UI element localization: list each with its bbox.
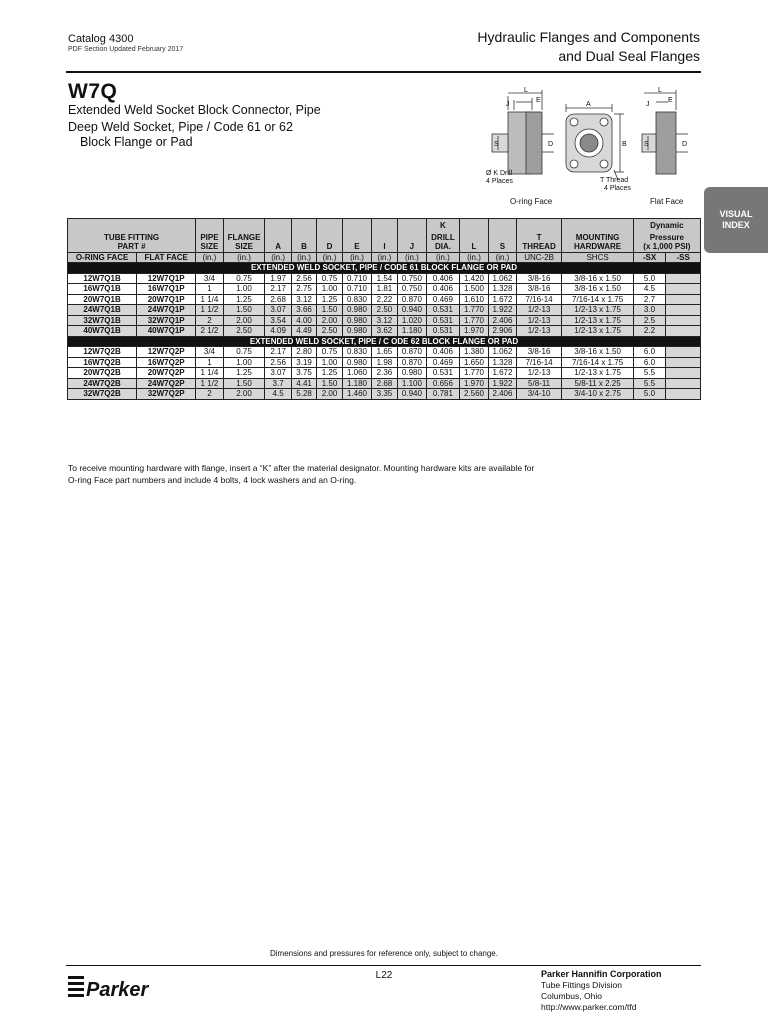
cell-e: 0.830	[342, 294, 372, 305]
cell-e: 0.830	[342, 347, 372, 358]
product-description-line3: Block Flange or Pad	[80, 135, 193, 149]
cell-l: 1.610	[459, 294, 489, 305]
cell-pipe: 3/4	[196, 347, 223, 358]
cell-t: 3/8-16	[516, 347, 562, 358]
cell-d: 1.50	[317, 305, 342, 316]
update-note: PDF Section Updated February 2017	[68, 46, 184, 53]
cell-f: 20W7Q2P	[137, 368, 196, 379]
cell-flange: 1.50	[223, 305, 265, 316]
unit-in: (in.)	[397, 252, 427, 263]
unit-in: (in.)	[342, 252, 372, 263]
visual-index-tab[interactable]	[704, 187, 768, 253]
cell-t: 1/2-13	[516, 326, 562, 337]
cell-s: 2.406	[489, 389, 516, 400]
logo-text: Parker	[86, 979, 149, 1001]
cell-ss	[666, 284, 701, 295]
col-header-part: PART #	[68, 242, 196, 252]
cell-l: 2.560	[459, 389, 489, 400]
cell-b: 2.80	[291, 347, 316, 358]
cell-l: 1.770	[459, 315, 489, 326]
cell-i: 2.50	[372, 305, 397, 316]
cell-flange: 2.00	[223, 389, 265, 400]
col-header-pipe-size: SIZE	[196, 242, 223, 252]
dim-D-label-right: D	[682, 141, 688, 148]
cell-e: 1.060	[342, 368, 372, 379]
cell-sx: 2.7	[633, 294, 666, 305]
section-header: EXTENDED WELD SOCKET, PIPE / C ODE 62 BLOCK FLANGE OR PAD	[68, 336, 701, 347]
cell-a: 3.54	[265, 315, 291, 326]
cell-flange: 1.25	[223, 294, 265, 305]
cell-o: 32W7Q1B	[68, 315, 137, 326]
disclaimer: Dimensions and pressures for reference only, subject to change.	[270, 949, 498, 958]
cell-j: 0.870	[397, 294, 427, 305]
cell-flange: 1.00	[223, 284, 265, 295]
cell-a: 3.7	[265, 378, 291, 389]
cell-i: 3.12	[372, 315, 397, 326]
cell-ss	[666, 378, 701, 389]
cell-o: 16W7Q1B	[68, 284, 137, 295]
cell-pipe: 1 1/4	[196, 368, 223, 379]
cell-a: 2.68	[265, 294, 291, 305]
visual-index-line2: INDEX	[722, 220, 750, 230]
cell-l: 1.970	[459, 326, 489, 337]
cell-b: 4.49	[291, 326, 316, 337]
product-description-line2: Deep Weld Socket, Pipe / Code 61 or 62	[68, 120, 293, 134]
cell-l: 1.770	[459, 368, 489, 379]
cell-d: 0.75	[317, 273, 342, 284]
cell-j: 0.750	[397, 284, 427, 295]
cell-b: 3.19	[291, 357, 316, 368]
cell-a: 4.5	[265, 389, 291, 400]
cell-sx: 5.0	[633, 273, 666, 284]
cell-d: 1.25	[317, 368, 342, 379]
unit-shcs: SHCS	[562, 252, 633, 263]
cell-a: 3.07	[265, 305, 291, 316]
cell-a: 1.97	[265, 273, 291, 284]
cell-m: 7/16-14 x 1.75	[562, 357, 633, 368]
cell-j: 0.940	[397, 389, 427, 400]
cell-pipe: 2	[196, 389, 223, 400]
cell-o: 40W7Q1B	[68, 326, 137, 337]
cell-j: 1.180	[397, 326, 427, 337]
col-header-psi: (x 1,000 PSI)	[633, 242, 700, 252]
cell-b: 2.75	[291, 284, 316, 295]
cell-l: 1.970	[459, 378, 489, 389]
dim-S-label-right: S	[644, 141, 649, 148]
cell-t: 7/16-14	[516, 294, 562, 305]
cell-flange: 1.50	[223, 378, 265, 389]
col-header-flat-face: FLAT FACE	[137, 252, 196, 263]
cell-l: 1.500	[459, 284, 489, 295]
cell-d: 0.75	[317, 347, 342, 358]
dim-J-label: J	[506, 101, 510, 108]
col-header-mounting: MOUNTING	[562, 233, 633, 243]
cell-m: 1/2-13 x 1.75	[562, 368, 633, 379]
cell-ss	[666, 326, 701, 337]
hardware-note-line2: O-ring Face part numbers and include 4 bolts, 4 lock washers and an O-ring.	[68, 475, 357, 485]
cell-k: 0.781	[427, 389, 460, 400]
cell-pipe: 1 1/2	[196, 305, 223, 316]
dim-D-label: D	[548, 141, 554, 148]
col-header-i: I	[372, 242, 397, 252]
unit-in: (in.)	[317, 252, 342, 263]
cell-d: 1.00	[317, 357, 342, 368]
hardware-note-line1: To receive mounting hardware with flange, insert a “K” after the material designator. Mounting hardware kits are available for	[68, 463, 535, 473]
col-header-pressure: Pressure	[633, 233, 700, 243]
cell-d: 2.00	[317, 315, 342, 326]
division-name: Tube Fittings Division	[541, 980, 622, 990]
cell-e: 0.980	[342, 315, 372, 326]
cell-e: 0.710	[342, 284, 372, 295]
cell-ss	[666, 294, 701, 305]
cell-d: 2.50	[317, 326, 342, 337]
cell-m: 3/8-16 x 1.50	[562, 284, 633, 295]
cell-sx: 2.2	[633, 326, 666, 337]
cell-e: 0.710	[342, 273, 372, 284]
col-header-j: J	[397, 242, 427, 252]
cell-a: 4.09	[265, 326, 291, 337]
cell-f: 40W7Q1P	[137, 326, 196, 337]
cell-i: 2.68	[372, 378, 397, 389]
col-header-tube-fitting-title: TUBE FITTING	[68, 233, 196, 243]
col-header-thread: THREAD	[516, 242, 562, 252]
cell-s: 1.922	[489, 378, 516, 389]
cell-a: 2.56	[265, 357, 291, 368]
unit-in: (in.)	[427, 252, 460, 263]
table-row	[68, 378, 701, 389]
col-header-s: S	[489, 242, 516, 252]
cell-d: 1.25	[317, 294, 342, 305]
cell-sx: 5.0	[633, 389, 666, 400]
cell-o: 24W7Q2B	[68, 378, 137, 389]
cell-o: 24W7Q1B	[68, 305, 137, 316]
header-rule	[66, 71, 701, 73]
cell-o: 20W7Q2B	[68, 368, 137, 379]
table-row	[68, 315, 701, 326]
section-title-line1: Hydraulic Flanges and Components	[477, 29, 700, 45]
cell-o: 12W7Q1B	[68, 273, 137, 284]
parker-logo	[68, 971, 155, 1003]
cell-e: 1.180	[342, 378, 372, 389]
company-name: Parker Hannifin Corporation	[541, 969, 662, 979]
cell-pipe: 3/4	[196, 273, 223, 284]
cell-m: 1/2-13 x 1.75	[562, 315, 633, 326]
cell-f: 32W7Q2P	[137, 389, 196, 400]
cell-t: 3/8-16	[516, 284, 562, 295]
cell-ss	[666, 315, 701, 326]
unit-unc: UNC-2B	[516, 252, 562, 263]
cell-k: 0.406	[427, 284, 460, 295]
cell-sx: 6.0	[633, 347, 666, 358]
cell-b: 4.00	[291, 315, 316, 326]
dim-J-label-right: J	[646, 101, 650, 108]
cell-f: 12W7Q2P	[137, 347, 196, 358]
cell-t: 3/4-10	[516, 389, 562, 400]
cell-s: 1.328	[489, 284, 516, 295]
cell-k: 0.406	[427, 273, 460, 284]
unit-in: (in.)	[459, 252, 489, 263]
cell-s: 1.062	[489, 273, 516, 284]
dim-L-label: L	[524, 87, 528, 94]
table-row	[68, 347, 701, 358]
col-header-drill: DRILL	[427, 233, 460, 243]
cell-sx: 4.5	[633, 284, 666, 295]
col-header-pipe: PIPE	[196, 233, 223, 243]
cell-e: 0.980	[342, 326, 372, 337]
oring-face-label: O-ring Face	[510, 197, 553, 206]
cell-flange: 0.75	[223, 347, 265, 358]
cell-m: 3/8-16 x 1.50	[562, 273, 633, 284]
dim-L-label-right: L	[658, 87, 662, 94]
col-header-t: T	[516, 233, 562, 243]
cell-f: 20W7Q1P	[137, 294, 196, 305]
cell-i: 1.81	[372, 284, 397, 295]
cell-d: 1.00	[317, 284, 342, 295]
cell-l: 1.380	[459, 347, 489, 358]
cell-sx: 2.5	[633, 315, 666, 326]
cell-sx: 3.0	[633, 305, 666, 316]
col-header-flange: FLANGE	[223, 233, 265, 243]
dim-B-label: B	[622, 141, 627, 148]
cell-a: 2.17	[265, 347, 291, 358]
cell-k: 0.531	[427, 315, 460, 326]
cell-j: 0.870	[397, 357, 427, 368]
cell-s: 1.672	[489, 368, 516, 379]
cell-sx: 5.5	[633, 368, 666, 379]
cell-t: 3/8-16	[516, 273, 562, 284]
cell-k: 0.469	[427, 294, 460, 305]
unit-in: (in.)	[223, 252, 265, 263]
cell-j: 0.940	[397, 305, 427, 316]
table-row	[68, 368, 701, 379]
cell-m: 1/2-13 x 1.75	[562, 326, 633, 337]
product-description-line1: Extended Weld Socket Block Connector, Pipe	[68, 103, 321, 117]
cell-e: 1.460	[342, 389, 372, 400]
dim-S-label: S	[494, 141, 499, 148]
visual-index-line1: VISUAL	[719, 209, 753, 219]
table-row	[68, 305, 701, 316]
unit-sx: -SX	[633, 252, 666, 263]
cell-i: 1.98	[372, 357, 397, 368]
cell-d: 1.50	[317, 378, 342, 389]
col-header-oring-face: O-RING FACE	[68, 252, 137, 263]
spec-table	[67, 218, 701, 400]
dim-E-label-right: E	[668, 97, 673, 104]
cell-ss	[666, 357, 701, 368]
cell-o: 20W7Q1B	[68, 294, 137, 305]
cell-flange: 1.00	[223, 357, 265, 368]
cell-s: 2.406	[489, 315, 516, 326]
col-header-a: A	[265, 242, 291, 252]
unit-in: (in.)	[489, 252, 516, 263]
col-header-l: L	[459, 242, 489, 252]
cell-k: 0.531	[427, 368, 460, 379]
col-header-d: D	[317, 242, 342, 252]
cell-sx: 5.5	[633, 378, 666, 389]
cell-k: 0.656	[427, 378, 460, 389]
cell-l: 1.650	[459, 357, 489, 368]
cell-t: 1/2-13	[516, 368, 562, 379]
cell-pipe: 1	[196, 284, 223, 295]
cell-s: 2.906	[489, 326, 516, 337]
drill-note-2: 4 Places	[486, 178, 513, 185]
table-row	[68, 294, 701, 305]
cell-o: 16W7Q2B	[68, 357, 137, 368]
cell-b: 4.41	[291, 378, 316, 389]
cell-flange: 0.75	[223, 273, 265, 284]
table-row	[68, 389, 701, 400]
unit-in: (in.)	[196, 252, 223, 263]
cell-i: 2.36	[372, 368, 397, 379]
dim-E-label: E	[536, 97, 541, 104]
cell-j: 0.870	[397, 347, 427, 358]
col-header-k: K	[427, 219, 460, 233]
company-url[interactable]: http://www.parker.com/tfd	[541, 1002, 637, 1012]
cell-i: 2.22	[372, 294, 397, 305]
col-header-b: B	[291, 242, 316, 252]
cell-flange: 2.50	[223, 326, 265, 337]
table-row	[68, 284, 701, 295]
unit-in: (in.)	[265, 252, 291, 263]
cell-b: 3.12	[291, 294, 316, 305]
table-row	[68, 273, 701, 284]
company-city: Columbus, Ohio	[541, 991, 602, 1001]
cell-i: 1.54	[372, 273, 397, 284]
dim-A-label: A	[586, 101, 591, 108]
cell-a: 3.07	[265, 368, 291, 379]
cell-k: 0.406	[427, 347, 460, 358]
cell-pipe: 1 1/4	[196, 294, 223, 305]
unit-in: (in.)	[291, 252, 316, 263]
cell-m: 1/2-13 x 1.75	[562, 305, 633, 316]
cell-m: 7/16-14 x 1.75	[562, 294, 633, 305]
cell-m: 3/8-16 x 1.50	[562, 347, 633, 358]
cell-j: 0.980	[397, 368, 427, 379]
cell-j: 1.100	[397, 378, 427, 389]
cell-j: 0.750	[397, 273, 427, 284]
cell-flange: 1.25	[223, 368, 265, 379]
cell-f: 32W7Q1P	[137, 315, 196, 326]
cell-pipe: 2	[196, 315, 223, 326]
cell-k: 0.469	[427, 357, 460, 368]
cell-ss	[666, 368, 701, 379]
cell-d: 2.00	[317, 389, 342, 400]
cell-m: 3/4-10 x 2.75	[562, 389, 633, 400]
cell-l: 1.420	[459, 273, 489, 284]
footer-rule	[66, 965, 701, 966]
cell-ss	[666, 305, 701, 316]
cell-ss	[666, 389, 701, 400]
flat-face-label: Flat Face	[650, 197, 684, 206]
cell-m: 5/8-11 x 2.25	[562, 378, 633, 389]
section-title-line2: and Dual Seal Flanges	[558, 48, 700, 64]
col-header-flange-size: SIZE	[223, 242, 265, 252]
cell-t: 1/2-13	[516, 305, 562, 316]
thread-note-2: 4 Places	[604, 185, 631, 192]
cell-f: 16W7Q2P	[137, 357, 196, 368]
section-header: EXTENDED WELD SOCKET, PIPE / CODE 61 BLOCK FLANGE OR PAD	[68, 263, 701, 274]
drill-note-1: Ø K Drill	[486, 170, 513, 177]
cell-f: 12W7Q1P	[137, 273, 196, 284]
cell-k: 0.531	[427, 326, 460, 337]
cell-s: 1.922	[489, 305, 516, 316]
cell-t: 5/8-11	[516, 378, 562, 389]
cell-e: 0.980	[342, 305, 372, 316]
cell-s: 1.062	[489, 347, 516, 358]
cell-pipe: 2 1/2	[196, 326, 223, 337]
cell-flange: 2.00	[223, 315, 265, 326]
col-header-dynamic: Dynamic	[633, 219, 700, 233]
cell-s: 1.672	[489, 294, 516, 305]
cell-b: 3.75	[291, 368, 316, 379]
cell-b: 5.28	[291, 389, 316, 400]
cell-pipe: 1	[196, 357, 223, 368]
thread-note-1: T Thread	[600, 177, 629, 184]
cell-s: 1.328	[489, 357, 516, 368]
cell-a: 2.17	[265, 284, 291, 295]
cell-l: 1.770	[459, 305, 489, 316]
catalog-number: Catalog 4300	[68, 33, 134, 45]
product-code: W7Q	[68, 80, 118, 103]
cell-o: 12W7Q2B	[68, 347, 137, 358]
page-number: L22	[375, 970, 393, 981]
cell-k: 0.531	[427, 305, 460, 316]
cell-f: 16W7Q1P	[137, 284, 196, 295]
cell-ss	[666, 347, 701, 358]
cell-sx: 6.0	[633, 357, 666, 368]
cell-i: 3.35	[372, 389, 397, 400]
cell-f: 24W7Q2P	[137, 378, 196, 389]
cell-ss	[666, 273, 701, 284]
col-header-e: E	[342, 242, 372, 252]
cell-b: 3.66	[291, 305, 316, 316]
unit-ss: -SS	[666, 252, 701, 263]
cell-b: 2.56	[291, 273, 316, 284]
table-row	[68, 326, 701, 337]
col-header-dia: DIA.	[427, 242, 460, 252]
technical-drawing	[478, 84, 698, 196]
col-header-hardware: HARDWARE	[562, 242, 633, 252]
cell-i: 1.65	[372, 347, 397, 358]
cell-o: 32W7Q2B	[68, 389, 137, 400]
cell-f: 24W7Q1P	[137, 305, 196, 316]
cell-t: 1/2-13	[516, 315, 562, 326]
cell-t: 7/16-14	[516, 357, 562, 368]
cell-e: 0.980	[342, 357, 372, 368]
cell-i: 3.62	[372, 326, 397, 337]
unit-in: (in.)	[372, 252, 397, 263]
cell-j: 1.020	[397, 315, 427, 326]
cell-pipe: 1 1/2	[196, 378, 223, 389]
table-row	[68, 357, 701, 368]
col-header-tube-fitting	[68, 219, 196, 233]
